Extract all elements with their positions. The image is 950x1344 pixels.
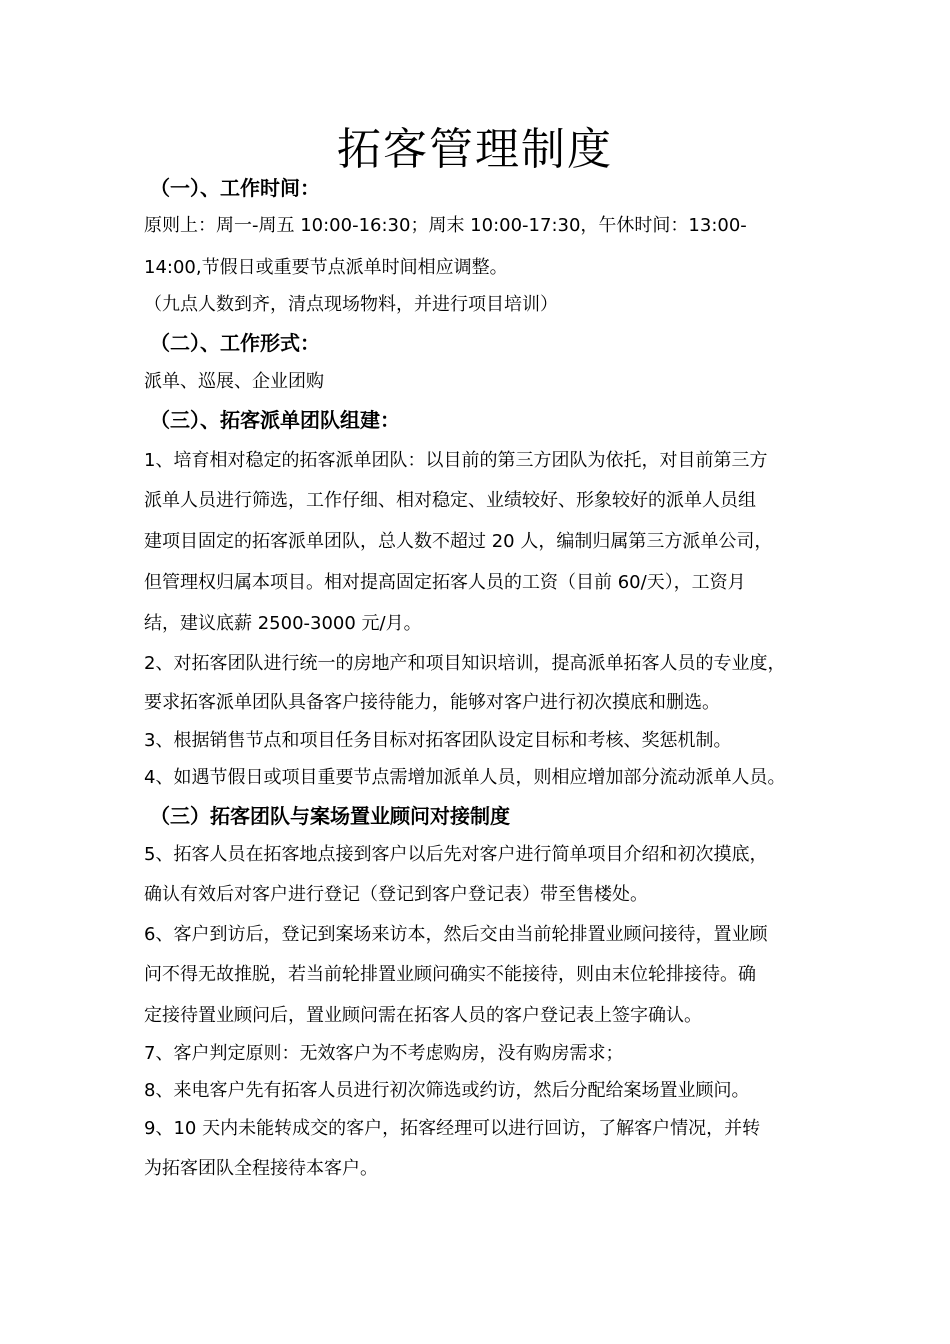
section-heading-work-form: （二）、工作形式： bbox=[150, 331, 320, 355]
paragraph-line: 4、如遇节假日或项目重要节点需增加派单人员，则相应增加部分流动派单人员。 bbox=[144, 767, 786, 788]
paragraph-line: 5、拓客人员在拓客地点接到客户以后先对客户进行简单项目介绍和初次摸底， bbox=[144, 844, 768, 865]
section-heading-team-build: （三）、拓客派单团队组建： bbox=[150, 408, 400, 432]
paragraph-line: 派单人员进行筛选，工作仔细、相对稳定、业绩较好、形象较好的派单人员组 bbox=[144, 490, 756, 511]
paragraph-line: 6、客户到访后，登记到案场来访本，然后交由当前轮排置业顾问接待，置业顾 bbox=[144, 924, 768, 945]
paragraph-line: 1、培育相对稳定的拓客派单团队：以目前的第三方团队为依托，对目前第三方 bbox=[144, 450, 768, 471]
paragraph-line: 问不得无故推脱，若当前轮排置业顾问确实不能接待，则由末位轮排接待。确 bbox=[144, 964, 756, 985]
paragraph-line: 7、客户判定原则：无效客户为不考虑购房，没有购房需求； bbox=[144, 1043, 624, 1064]
paragraph-line: 但管理权归属本项目。相对提高固定拓客人员的工资（目前 60/天），工资月 bbox=[144, 572, 746, 593]
section-heading-work-time: （一）、工作时间： bbox=[150, 176, 320, 200]
paragraph-line: 3、根据销售节点和项目任务目标对拓客团队设定目标和考核、奖惩机制。 bbox=[144, 730, 732, 751]
paragraph-line: 结，建议底薪 2500-3000 元/月。 bbox=[144, 613, 422, 634]
paragraph-line: 原则上：周一-周五 10:00-16:30；周末 10:00-17:30，午休时间：13:00- bbox=[144, 215, 747, 236]
paragraph-line: 14:00,节假日或重要节点派单时间相应调整。 bbox=[144, 257, 508, 278]
section-heading-docking: （三）拓客团队与案场置业顾问对接制度 bbox=[150, 804, 510, 828]
paragraph-line: 要求拓客派单团队具备客户接待能力，能够对客户进行初次摸底和删选。 bbox=[144, 692, 720, 713]
document-title: 拓客管理制度 bbox=[337, 124, 613, 175]
paragraph-line: （九点人数到齐，清点现场物料，并进行项目培训） bbox=[144, 294, 558, 315]
paragraph-line: 定接待置业顾问后，置业顾问需在拓客人员的客户登记表上签字确认。 bbox=[144, 1005, 702, 1026]
paragraph-line: 为拓客团队全程接待本客户。 bbox=[144, 1158, 378, 1179]
paragraph-line: 8、来电客户先有拓客人员进行初次筛选或约访，然后分配给案场置业顾问。 bbox=[144, 1080, 750, 1101]
paragraph-line: 派单、巡展、企业团购 bbox=[144, 371, 324, 392]
paragraph-line: 确认有效后对客户进行登记（登记到客户登记表）带至售楼处。 bbox=[144, 884, 648, 905]
paragraph-line: 2、对拓客团队进行统一的房地产和项目知识培训，提高派单拓客人员的专业度， bbox=[144, 653, 786, 674]
paragraph-line: 9、10 天内未能转成交的客户，拓客经理可以进行回访，了解客户情况，并转 bbox=[144, 1118, 761, 1139]
paragraph-line: 建项目固定的拓客派单团队，总人数不超过 20 人，编制归属第三方派单公司， bbox=[144, 531, 773, 552]
